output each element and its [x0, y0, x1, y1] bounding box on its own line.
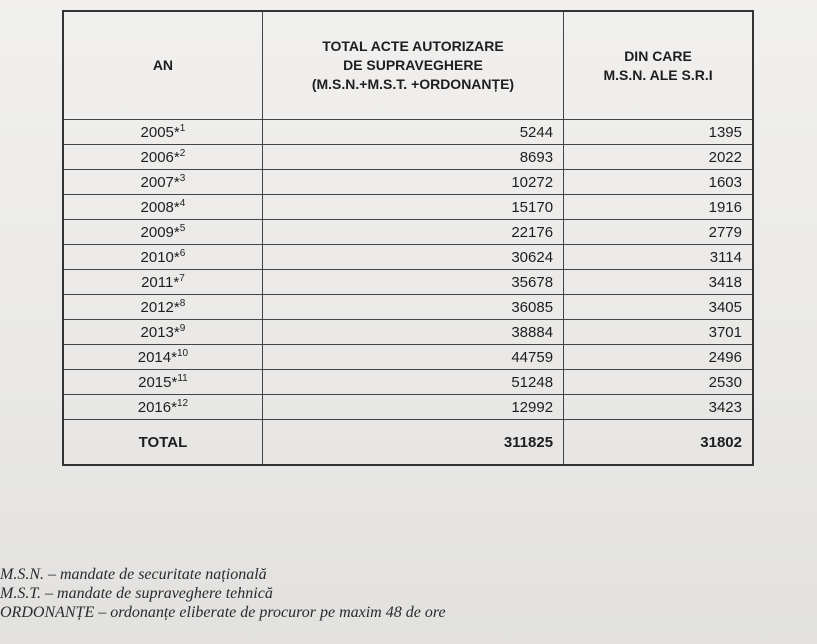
row-total-acts: 38884 [262, 320, 563, 345]
footnote-ref: 9 [179, 323, 186, 334]
row-year: 2010*$^6$ [63, 245, 262, 270]
row-msn-sri: 1916 [564, 195, 753, 220]
row-total-acts: 36085 [262, 295, 563, 320]
footnote-ref: 7 [179, 273, 185, 284]
row-total-acts: 10272 [262, 170, 563, 195]
table-row [63, 195, 753, 220]
total-acts-sum: 311825 [262, 420, 563, 466]
row-total-acts: 22176 [262, 220, 563, 245]
footnote-ref: 10 [176, 348, 189, 359]
table-row [63, 395, 753, 420]
total-msn-sum: 31802 [564, 420, 753, 466]
total-label: TOTAL [63, 420, 262, 466]
footnote-ref: 8 [179, 298, 186, 309]
table-header-row [63, 11, 753, 120]
total-row [63, 420, 753, 466]
row-msn-sri: 1603 [564, 170, 753, 195]
row-year: 2005*$^1$ [63, 120, 262, 145]
row-year: 2013*$^9$ [63, 320, 262, 345]
row-total-acts: 5244 [262, 120, 563, 145]
table-row [63, 145, 753, 170]
table-row [63, 120, 753, 145]
statistics-table [62, 10, 754, 466]
row-msn-sri: 2496 [564, 345, 753, 370]
table-row [63, 345, 753, 370]
table-row [63, 370, 753, 395]
row-total-acts: 15170 [262, 195, 563, 220]
table-row [63, 170, 753, 195]
footnote-ref: 1 [179, 123, 186, 134]
table-row [63, 270, 753, 295]
row-msn-sri: 1395 [564, 120, 753, 145]
row-year: 2007*$^3$ [63, 170, 262, 195]
table-row [63, 320, 753, 345]
row-total-acts: 8693 [262, 145, 563, 170]
row-year: 2012*$^8$ [63, 295, 262, 320]
footnote-ref: 5 [179, 223, 186, 234]
row-msn-sri: 3423 [564, 395, 753, 420]
row-msn-sri: 3418 [564, 270, 753, 295]
row-total-acts: 12992 [262, 395, 563, 420]
footnote-ref: 6 [179, 248, 186, 259]
footnote-ref: 11 [177, 373, 188, 384]
footnote-msn: M.S.N. – mandate de securitate națională [0, 566, 267, 583]
footnote-ref: 2 [179, 148, 186, 159]
footnote-ordonante: ORDONANȚE – ordonanțe eliberate de procuror pe maxim 48 de ore [0, 604, 446, 621]
row-msn-sri: 3114 [564, 245, 753, 270]
header-year: AN [63, 11, 262, 120]
row-msn-sri: 3405 [564, 295, 753, 320]
footnote-mst: M.S.T. – mandate de supraveghere tehnică [0, 585, 273, 602]
row-year: 2008*$^4$ [63, 195, 262, 220]
footnote-ref: 4 [179, 198, 186, 209]
row-year: 2016*$^{12}$ [63, 395, 262, 420]
table-row [63, 220, 753, 245]
footnote-ref: 3 [179, 173, 186, 184]
table-row [63, 245, 753, 270]
row-year: 2011*$^7$ [63, 270, 262, 295]
footnote-ref: 12 [176, 398, 189, 409]
row-msn-sri: 2530 [564, 370, 753, 395]
table-row [63, 295, 753, 320]
row-year: 2006*$^2$ [63, 145, 262, 170]
row-year: 2015*$^{11}$ [63, 370, 262, 395]
header-msn-sri: DIN CARE M.S.N. ALE S.R.I [564, 11, 753, 120]
row-total-acts: 35678 [262, 270, 563, 295]
header-total-acts: TOTAL ACTE AUTORIZARE DE SUPRAVEGHERE (M.S.N.+M.S.T. +ORDONANȚE) [262, 11, 563, 120]
row-total-acts: 44759 [262, 345, 563, 370]
footnotes [0, 565, 446, 622]
row-year: 2009*$^5$ [63, 220, 262, 245]
row-msn-sri: 2022 [564, 145, 753, 170]
row-year: 2014*$^{10}$ [63, 345, 262, 370]
row-msn-sri: 2779 [564, 220, 753, 245]
row-total-acts: 30624 [262, 245, 563, 270]
row-total-acts: 51248 [262, 370, 563, 395]
row-msn-sri: 3701 [564, 320, 753, 345]
